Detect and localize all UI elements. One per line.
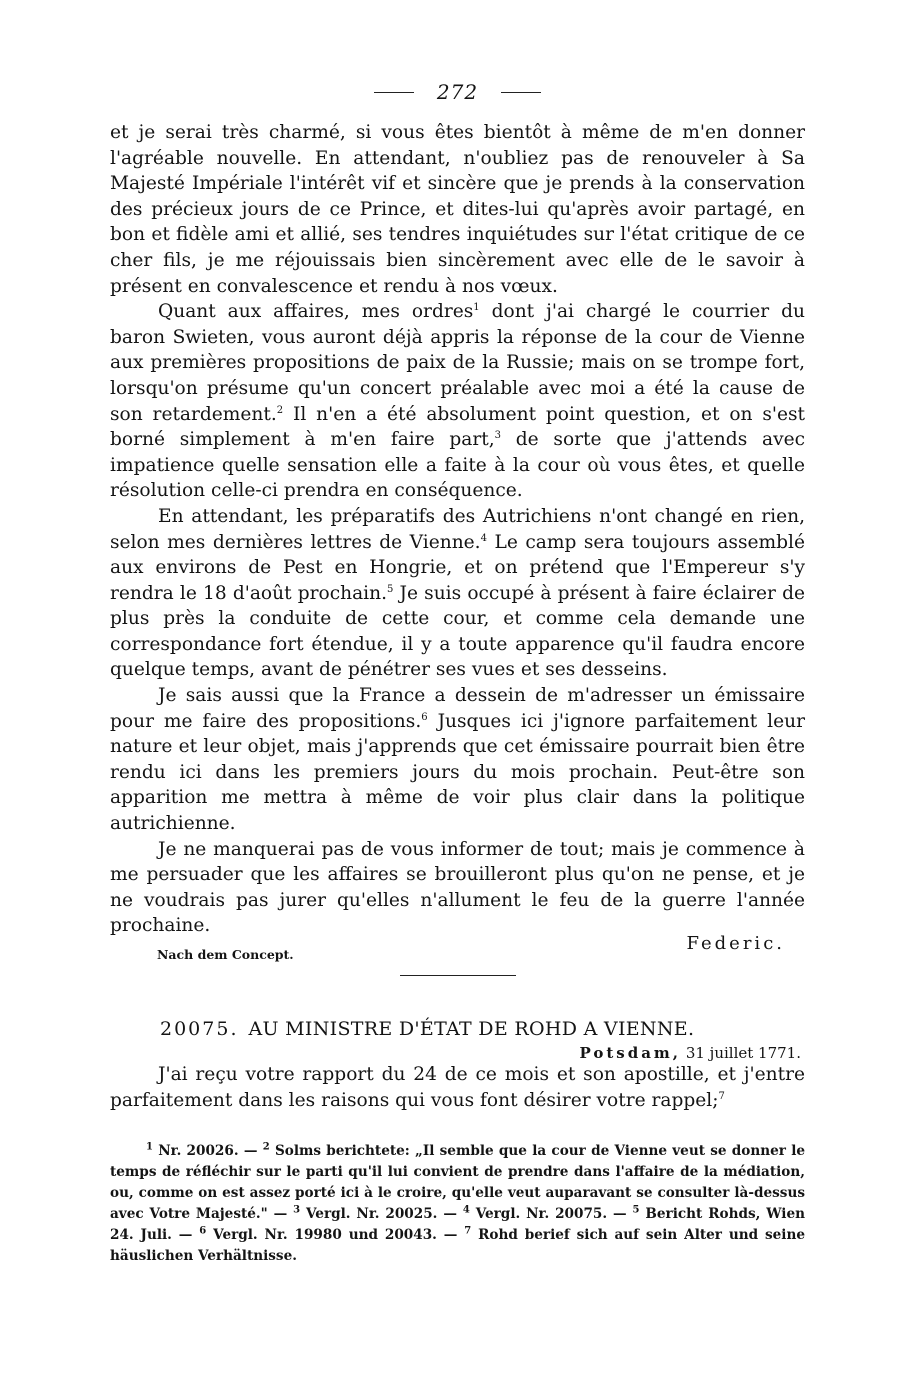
- header-rule-left: [374, 92, 414, 93]
- paragraph-2: Quant aux affaires, mes ordres$^1$ dont j'ai chargé le courrier du baron Swieten, vous auront déjà appris la réponse de la cour de Vienne aux premières propositions de paix de la Russie; mais on se trompe fort, lorsqu'on présume qu'un concert préalable avec moi a été la cause de son retardement.$^2$ Il n'en a été absolument point question, et on s'est borné simplement à m'en faire part,$^3$ de sorte que j'attends avec impatience quelle sensation elle a faite à la cour où vous êtes, et quelle résolution celle-ci prendra en conséquence.: [110, 301, 806, 502]
- paragraph-3: En attendant, les préparatifs des Autrichiens n'ont changé en rien, selon mes dernières lettres de Vienne.$^4$ Le camp sera toujours assemblé aux environs de Pest en Hongrie, et on prétend que l'Empereur s'y rendra le 18 d'août prochain.$^5$ Je suis occupé à présent à faire éclairer de plus près la conduite de cette cour, et comme cela demande une correspondance fort étendue, il y a toute apparence qu'il faudra encore quelque temps, avant de pénétrer ses vues et ses desseins.: [110, 505, 806, 681]
- dateline: [110, 1044, 805, 1062]
- footnote-ref-3: 3: [494, 429, 502, 441]
- signature-row: [110, 933, 805, 965]
- dateline-date: 31 juillet 1771.: [685, 1044, 801, 1062]
- dateline-place: Potsdam,: [579, 1044, 682, 1062]
- letter-opening: J'ai reçu votre rapport du 24 de ce mois et son apostille, et j'entre parfaitement dans les raisons qui vous font désirer votre rappel;$^7$: [110, 1064, 805, 1111]
- paragraph-1: et je serai très charmé, si vous êtes bientôt à même de m'en donner l'agréable nouvelle. En attendant, n'oubliez pas de renouveler à Sa Majesté Impériale l'intérêt vif et sincère que je prends à la conservation des précieux jours de ce Prince, et dites-lui qu'après avoir partagé, en bon et fidèle ami et allié, ses tendres inquiétudes sur l'état critique de ce cher fils, je me réjouissais bien sincèrement avec elle de le savoir à présent en convalescence et rendu à nos vœux.: [110, 122, 805, 297]
- footnote-ref-5: 5: [387, 583, 394, 595]
- page-header: [110, 80, 805, 120]
- footnote-ref-4: 4: [480, 532, 487, 544]
- footnote-ref-7: 7: [718, 1090, 725, 1102]
- footnote-ref-6: 6: [421, 711, 428, 723]
- page-number: 272: [436, 80, 479, 104]
- signature: Federic.: [686, 933, 785, 954]
- footnote-block: $^1$ Nr. 20026. — $^2$ Solms berichtete: „Il semble que la cour de Vienne veut se donner le temps de réfléchir sur le parti qu'il lui convient de prendre dans l'affaire de la médiation, ou, comme on est assez porté ici à le croire, qu'elle veut auparavant se consulter là-dessus avec Votre Majesté." — $^3$ Vergl. Nr. 20025. — $^4$ Vergl. Nr. 20075. — $^5$ Bericht Rohds, Wien 24. Juli. — $^6$ Vergl. Nr. 19980 und 20043. — $^7$ Rohd berief sich auf sein Alter und seine häuslichen Verhältnisse.: [110, 1141, 806, 1265]
- paragraph-4: Je sais aussi que la France a dessein de m'adresser un émissaire pour me faire des propositions.$^6$ Jusques ici j'ignore parfaitement leur nature et leur objet, mais j'apprends que cet émissaire pourrait bien être rendu ici dans les premiers jours du mois prochain. Peut-être son apparition me mettra à même de voir plus clair dans la politique autrichienne.: [110, 685, 805, 835]
- footnote-ref-2: 2: [276, 404, 284, 416]
- document-page: [110, 80, 805, 1267]
- section-heading: [110, 1018, 805, 1040]
- footnote-ref-1: 1: [473, 301, 480, 313]
- paragraph-5: Je ne manquerai pas de vous informer de tout; mais je commence à me persuader que les affaires se brouilleront plus qu'on ne pense, et je ne voudrais pas jurer qu'elles n'allument le feu de la guerre l'année prochaine.: [110, 838, 805, 937]
- document-number: 20075.: [160, 1018, 239, 1040]
- footnotes: [110, 1141, 805, 1267]
- section-title: AU MINISTRE D'ÉTAT DE ROHD A VIENNE.: [248, 1018, 695, 1040]
- header-rule-right: [501, 92, 541, 93]
- source-note: Nach dem Concept.: [157, 947, 294, 962]
- section-divider: [400, 975, 516, 976]
